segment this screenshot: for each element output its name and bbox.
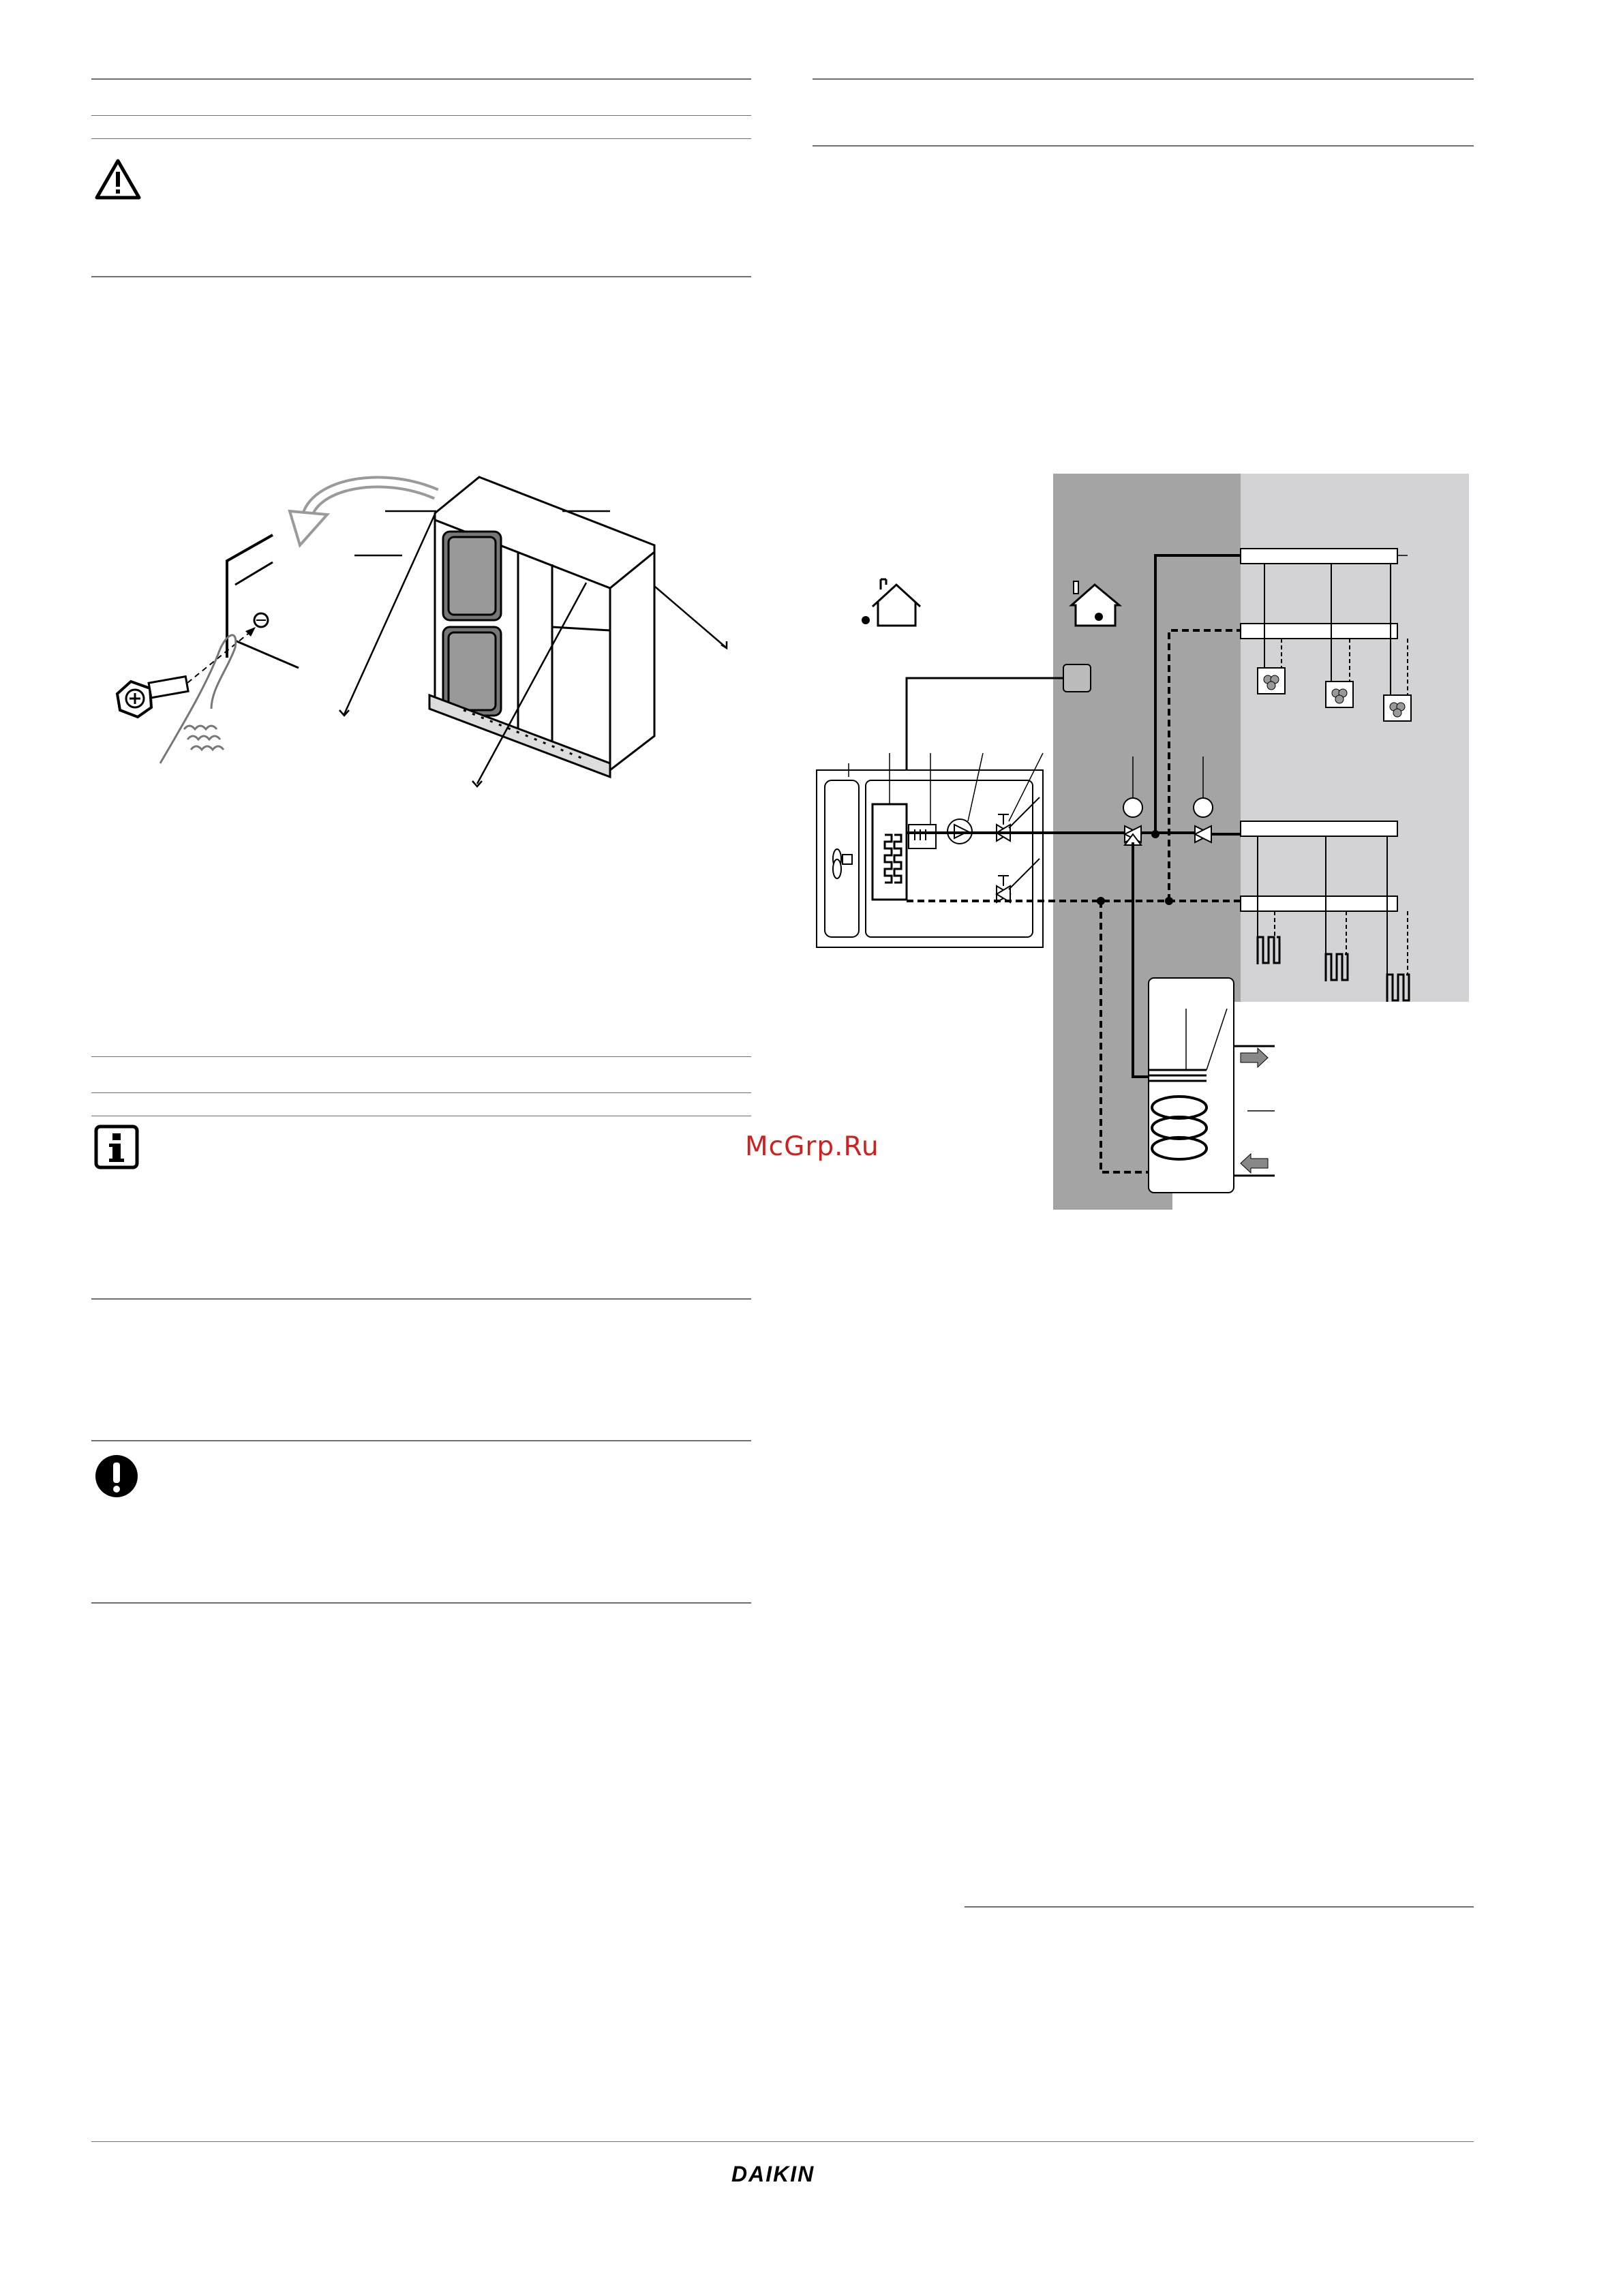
section-rule (91, 78, 751, 80)
section-rule (91, 138, 751, 139)
hot-water-tank (1149, 978, 1234, 1193)
warning-triangle-icon (94, 158, 142, 200)
exclamation-circle-icon (94, 1454, 139, 1499)
section-rule (91, 115, 751, 116)
wire-icon (160, 635, 236, 763)
user-interface-box (1063, 664, 1091, 692)
section-rule (813, 78, 1474, 80)
section-rule (91, 1092, 751, 1093)
section-rule (91, 1440, 751, 1441)
outdoor-unit-body (429, 477, 654, 777)
expansion-vessel (909, 825, 936, 848)
footer-rule (91, 2141, 1474, 2142)
watermark: McGrp.Ru (745, 1131, 879, 1162)
house-icon (873, 579, 920, 626)
section-rule (91, 1298, 751, 1300)
section-rule (91, 1602, 751, 1604)
section-rule (813, 145, 1474, 147)
section-rule (91, 276, 751, 277)
system-schematic-diagram (804, 470, 1479, 1220)
daikin-logo: DAIKIN (731, 2162, 815, 2186)
section-rule (965, 1906, 1474, 1908)
information-icon (94, 1124, 139, 1169)
outdoor-unit-illustration (109, 463, 743, 818)
section-rule (91, 1056, 751, 1057)
